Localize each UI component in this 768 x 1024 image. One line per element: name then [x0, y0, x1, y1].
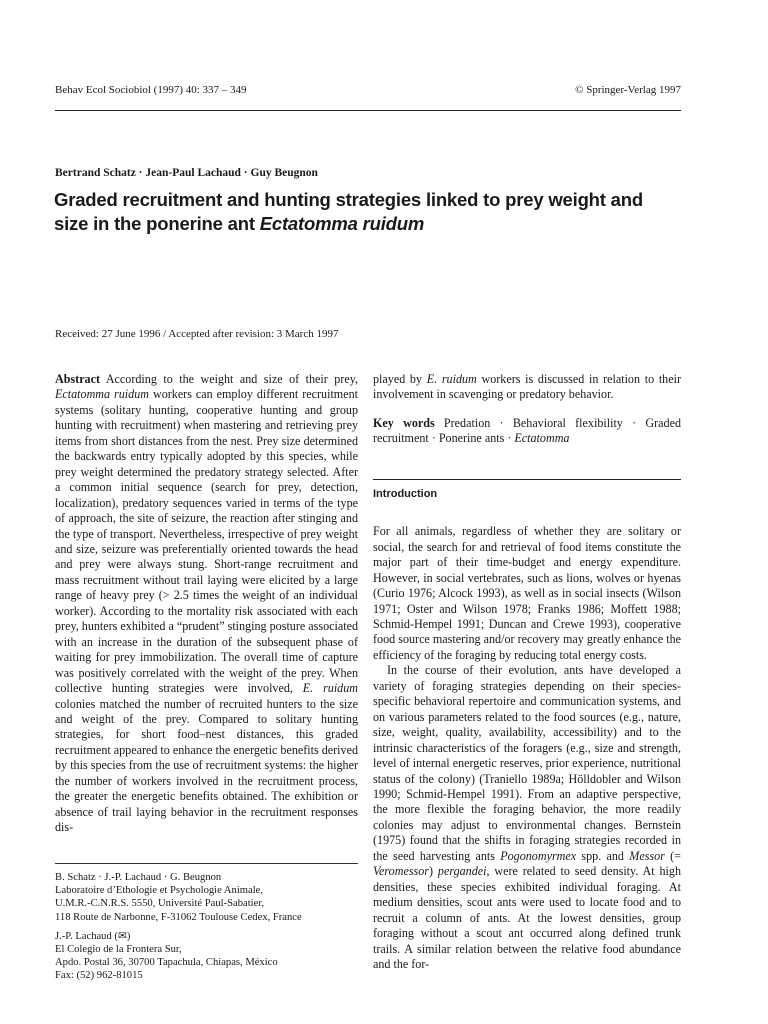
- keywords-genus: Ectatomma: [514, 431, 570, 446]
- abstract-paragraph: [55, 372, 358, 836]
- affiliation-1-line-1: Laboratoire d’Ethologie et Psychologie Animale,: [55, 885, 263, 897]
- affiliation-2-line-1: El Colegio de la Frontera Sur,: [55, 944, 182, 956]
- right-column: [373, 372, 681, 972]
- abstract-text-3: colonies matched the number of recruited hunters to the size and weight of the prey. Compared to solitary hunting strategies, for short food–nest distances, this graded recruitment appeared to enhance the energetic benefits derived by this species from the use of recruitment systems: the higher the number of workers involved in the recruitment process, the greater the energetic benefits obtained. The exhibition or absence of trail laying behavior in the recruitment responses dis-: [55, 696, 358, 835]
- title-text: Graded recruitment and hunting strategies linked to prey weight and size in the ponerine ant: [54, 189, 643, 234]
- copyright-notice: © Springer-Verlag 1997: [575, 84, 681, 96]
- received-dates: Received: 27 June 1996 / Accepted after revision: 3 March 1997: [55, 328, 339, 340]
- affiliation-1-line-2: U.M.R.-C.N.R.S. 5550, Université Paul-Sabatier,: [55, 898, 265, 910]
- keywords: [373, 416, 681, 447]
- intro-genus-messor: Messor: [629, 848, 665, 863]
- abstract-label: Abstract: [55, 372, 101, 386]
- keywords-text: Predation · Behavioral flexibility · Graded recruitment · Ponerine ants ·: [373, 415, 681, 446]
- affiliations: [55, 871, 358, 983]
- abstract-continuation: [373, 372, 681, 403]
- abstract-text-3-end: played by: [373, 372, 427, 386]
- affiliation-1-line-3: 118 Route de Narbonne, F-31062 Toulouse Cedex, France: [55, 911, 302, 923]
- abstract-text-2: workers can employ different recruitment systems (solitary hunting, cooperative hunting and group hunting with recruitment) when mastering and retrieving prey items from short distances from the nest. Prey size determined the backwards entry typically adopted by this species, while prey weight determined the predatory strategy selected. After a common initial sequence (search for prey, detection, localization), predatory sequences varied in terms of the type of approach, the site of seizure, the reaction after stinging and the type of transport. Nevertheless, irrespective of prey weight and size, seizure was preferentially oriented towards the head and prey were always stung. Short-range recruitment and mass recruitment without trail laying were elicited by a large range of heavy prey (> 2.5 times the weight of an individual worker). According to the mortality risk associated with each prey, hunters exhibited a “prudent” stinging posture associated with an increase in the duration of the subsequent phase of waiting for prey immobilization. The overall time of capture was positively correlated with the weight of the prey. When collective hunting strategies were involved,: [55, 387, 358, 696]
- intro-genus-pogonomyrmex: Pogonomyrmex: [500, 848, 577, 863]
- keywords-label: Key words: [373, 415, 435, 430]
- intro-paragraph-1: For all animals, regardless of whether they are solitary or social, the search for and retrieval of food items constitute the major part of their time-budget and energy expenditure. However, in social vertebrates, such as lions, wolves or hyenas (Curio 1976; Alcock 1993), as well as in social insects (Wilson 1971; Oster and Wilson 1978; Franks 1986; Moffett 1988; Schmid-Hempel 1991; Duncan and Crewe 1993), cooperative food source mastering and/or recovery may greatly enhance the efficiency of the foraging by reducing total energy costs.: [373, 524, 681, 662]
- abstract-text-1: According to the weight and size of their prey,: [100, 372, 358, 386]
- abstract-species-2: E. ruidum: [302, 681, 359, 696]
- abstract-species-3: E. ruidum: [426, 372, 477, 386]
- intro-p2-text-3: (=: [664, 848, 682, 863]
- section-heading-introduction: Introduction: [373, 487, 438, 500]
- intro-p2-text-5: , were related to seed density. At high densities, these species exhibited individual foraging. At medium densities, scout ants were used to locate food and to recruit a column of ants. At the lowest densities, group foraging without a scout ant occurred along defined trunk trails. A similar relation between the relative food abundance and the for-: [373, 864, 681, 971]
- journal-citation: Behav Ecol Sociobiol (1997) 40: 337 – 349: [55, 84, 247, 96]
- abstract-text-4: workers is discussed in relation to their involvement in scavenging or predatory behavior.: [373, 372, 681, 402]
- affiliation-rule: [55, 863, 358, 864]
- article-title: [54, 188, 674, 236]
- header-rule: [55, 110, 681, 111]
- affiliation-1-names: B. Schatz · J.-P. Lachaud · G. Beugnon: [55, 872, 222, 883]
- intro-p2-text-4: ): [429, 864, 438, 879]
- abstract-species-1: Ectatomma ruidum: [55, 387, 149, 402]
- intro-p2-text-2: spp. and: [576, 848, 630, 863]
- affiliation-2-line-2: Apdo. Postal 36, 30700 Tapachula, Chiapas, México: [55, 957, 278, 969]
- intro-p2-text-1: In the course of their evolution, ants have developed a variety of foraging strategies depending on their species-specific behavioral repertoire and communication systems, and on various parameters related to the food sources (e.g., nature, size, weight, quality, availability, accessibility) and to the intrinsic characteristics of the foragers (e.g., size and strength, level of internal energetic reserves, prior experience, nutritional status of the colony) (Traniello 1989a; Hölldobler and Wilson 1990; Schmid-Hempel 1991). From an adaptive perspective, the more flexible the foraging behavior, the more readily colonies may adjust to environmental changes. Bernstein (1975) found that the shifts in foraging strategies recorded in the seed harvesting ants: [373, 663, 681, 863]
- affiliation-2-line-3: Fax: (52) 962-81015: [55, 970, 143, 982]
- intro-genus-veromessor: Veromessor: [373, 864, 429, 879]
- intro-paragraph-2: [373, 663, 681, 972]
- section-rule: [373, 479, 681, 480]
- left-column: [55, 372, 358, 836]
- author-list: Bertrand Schatz · Jean-Paul Lachaud · Guy Beugnon: [55, 167, 318, 179]
- title-species: Ectatomma ruidum: [259, 213, 425, 234]
- affiliation-2-names: J.-P. Lachaud (✉): [55, 930, 131, 942]
- intro-species-pergandei: pergandei: [437, 864, 487, 879]
